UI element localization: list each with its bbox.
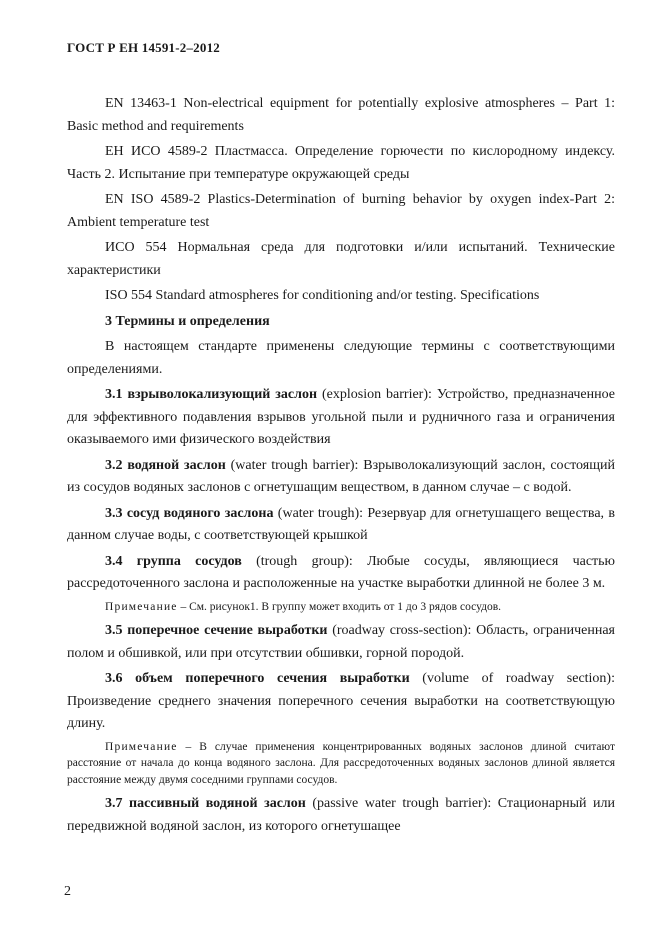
note-2 [67, 739, 615, 789]
term-3-1-title: 3.1 взрыволокализующий заслон [105, 387, 318, 402]
section-3-intro: В настоящем стандарте применены следующие термины с соответствующими определениями. [67, 339, 615, 377]
document-header: ГОСТ Р ЕН 14591-2–2012 [67, 40, 220, 55]
term-3-3-title: 3.3 сосуд водяного заслона [105, 505, 274, 521]
term-3-7-text: (passive water trough barrier): Стационарный или передвижной водяной заслон, из которого огнетушащее [67, 796, 615, 834]
reference-iso-554-en: ISO 554 Standard atmospheres for conditioning and/or testing. Specifications [105, 288, 540, 303]
term-3-2 [67, 455, 615, 500]
section-3-heading: 3 Термины и определения [105, 313, 270, 329]
note-1-label: Примечание [105, 600, 178, 613]
term-3-5-title: 3.5 поперечное сечение выработки [105, 623, 328, 638]
term-3-6-text: (volume of roadway section): Произведение среднего значения поперечного сечения выработки на соответствующую длину. [67, 671, 615, 731]
term-3-6 [67, 668, 615, 736]
reference-en-iso-4589-2-ru: ЕН ИСО 4589-2 Пластмасса. Определение горючести по кислородному индексу. Часть 2. Испытание при температуре окружающей среды [67, 144, 615, 182]
term-3-4-text: (trough group): Любые сосуды, являющиеся частью рассредоточенного заслона и расположенные на участке выработки длинной не более 3 м. [67, 553, 615, 591]
note-2-label: Примечание [105, 740, 178, 753]
term-3-4 [67, 551, 615, 596]
note-1 [67, 599, 615, 616]
term-3-6-title: 3.6 объем поперечного сечения выработки [105, 671, 410, 686]
reference-iso-554-ru: ИСО 554 Нормальная среда для подготовки и/или испытаний. Технические характеристики [67, 240, 615, 278]
term-3-7 [67, 793, 615, 838]
term-3-2-title: 3.2 водяной заслон [105, 457, 226, 473]
term-3-7-title: 3.7 пассивный водяной заслон [105, 796, 306, 811]
page-content [67, 93, 615, 841]
term-3-1-text: (explosion barrier): Устройство, предназначенное для эффективного подавления взрывов угольной пыли и рудничного газа и ограничения оказываемого ими физического воздействия [67, 387, 615, 447]
reference-en-iso-4589-2-en: EN ISO 4589-2 Plastics-Determination of burning behavior by oxygen index-Part 2: Ambient temperature test [67, 192, 615, 230]
reference-en-13463-1: EN 13463-1 Non-electrical equipment for potentially explosive atmospheres – Part 1: Basic method and requirements [67, 96, 615, 134]
term-3-3-text: (water trough): Резервуар для огнетушащего вещества, в данном случае воды, с соответствующей крышкой [67, 505, 615, 543]
page-number: 2 [64, 884, 71, 899]
term-3-4-title: 3.4 группа сосудов [105, 553, 242, 569]
term-3-5-text: (roadway cross-section): Область, ограниченная полом и обшивкой, или при отсутствии обшивки, горной породой. [67, 623, 615, 661]
note-1-text: – См. рисунок1. В группу может входить от 1 до 3 рядов сосудов. [177, 600, 501, 613]
note-2-text: – В случае применения концентрированных водяных заслонов длиной считают расстояние от начала до конца водяного заслона. Для рассредоточенных водяных заслонов длиной является расстояние между двумя соседними группами сосудов. [67, 740, 615, 786]
term-3-1 [67, 384, 615, 452]
term-3-5 [67, 620, 615, 665]
term-3-2-text: (water trough barrier): Взрыволокализующий заслон, состоящий из сосудов водяных заслонов с огнетушащим веществом, в данном случае – с водой. [67, 457, 615, 495]
term-3-3 [67, 503, 615, 548]
